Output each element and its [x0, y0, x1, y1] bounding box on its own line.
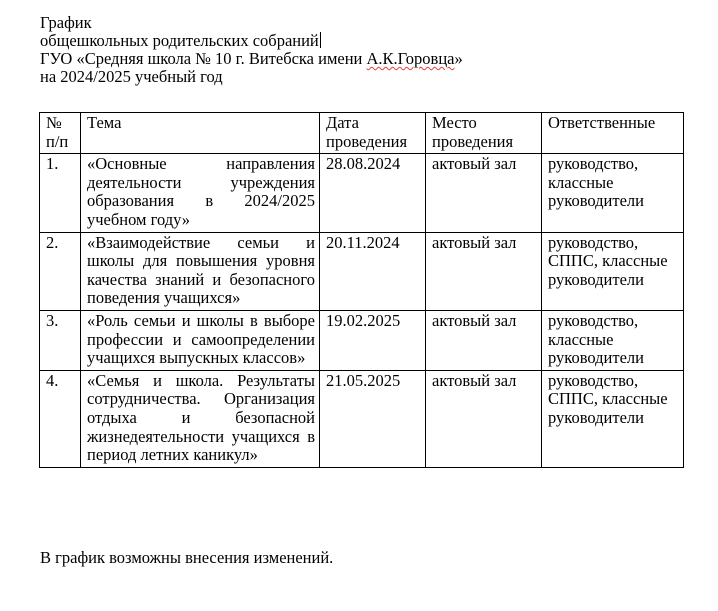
header-subtitle-text: общешкольных родительских собраний — [40, 31, 319, 50]
cell-topic: «Роль семьи и школы в выборе профессии и самоопределении учащихся выпускных классов» — [81, 310, 320, 370]
cell-num: 2. — [40, 232, 81, 310]
header-title: График — [40, 13, 92, 32]
spellcheck-underlined-name: А.К.Горовца — [366, 49, 455, 68]
cell-place: актовый зал — [426, 154, 542, 232]
column-header-topic: Тема — [81, 113, 320, 154]
header-school-name — [40, 50, 463, 68]
text-cursor — [320, 32, 321, 48]
cell-num: 4. — [40, 370, 81, 467]
table-row — [40, 310, 684, 370]
cell-topic: «Семья и школа. Результаты сотрудничества. Организация отдыха и безопасной жизнедеятельности учащихся в период летних каникул» — [81, 370, 320, 467]
header-school-suffix: » — [454, 49, 463, 68]
column-header-date: Дата проведения — [320, 113, 426, 154]
cell-place: актовый зал — [426, 232, 542, 310]
header-school-prefix: ГУО «Средняя школа № 10 г. Витебска имени — [40, 49, 367, 68]
cell-topic: «Взаимодействие семьи и школы для повышения уровня качества знаний и безопасного поведения учащихся» — [81, 232, 320, 310]
table-row — [40, 232, 684, 310]
cell-date: 21.05.2025 — [320, 370, 426, 467]
cell-num: 1. — [40, 154, 81, 232]
header-subtitle — [40, 32, 463, 50]
table-row — [40, 154, 684, 232]
meetings-schedule-table — [39, 112, 684, 468]
cell-responsible: руководство, СППС, классные руководители — [542, 232, 684, 310]
cell-responsible: руководство, СППС, классные руководители — [542, 370, 684, 467]
column-header-responsible: Ответственные — [542, 113, 684, 154]
cell-num: 3. — [40, 310, 81, 370]
document-header — [40, 14, 463, 86]
column-header-place: Место проведения — [426, 113, 542, 154]
table-header-row — [40, 113, 684, 154]
table-row — [40, 370, 684, 467]
cell-responsible: руководство, классные руководители — [542, 154, 684, 232]
cell-place: актовый зал — [426, 370, 542, 467]
cell-place: актовый зал — [426, 310, 542, 370]
header-academic-year: на 2024/2025 учебный год — [40, 67, 223, 86]
footer-note: В график возможны внесения изменений. — [40, 548, 334, 567]
cell-date: 19.02.2025 — [320, 310, 426, 370]
cell-date: 20.11.2024 — [320, 232, 426, 310]
cell-responsible: руководство, классные руководители — [542, 310, 684, 370]
column-header-num: № п/п — [40, 113, 81, 154]
cell-date: 28.08.2024 — [320, 154, 426, 232]
cell-topic: «Основные направления деятельности учреждения образования в 2024/2025 учебном году» — [81, 154, 320, 232]
